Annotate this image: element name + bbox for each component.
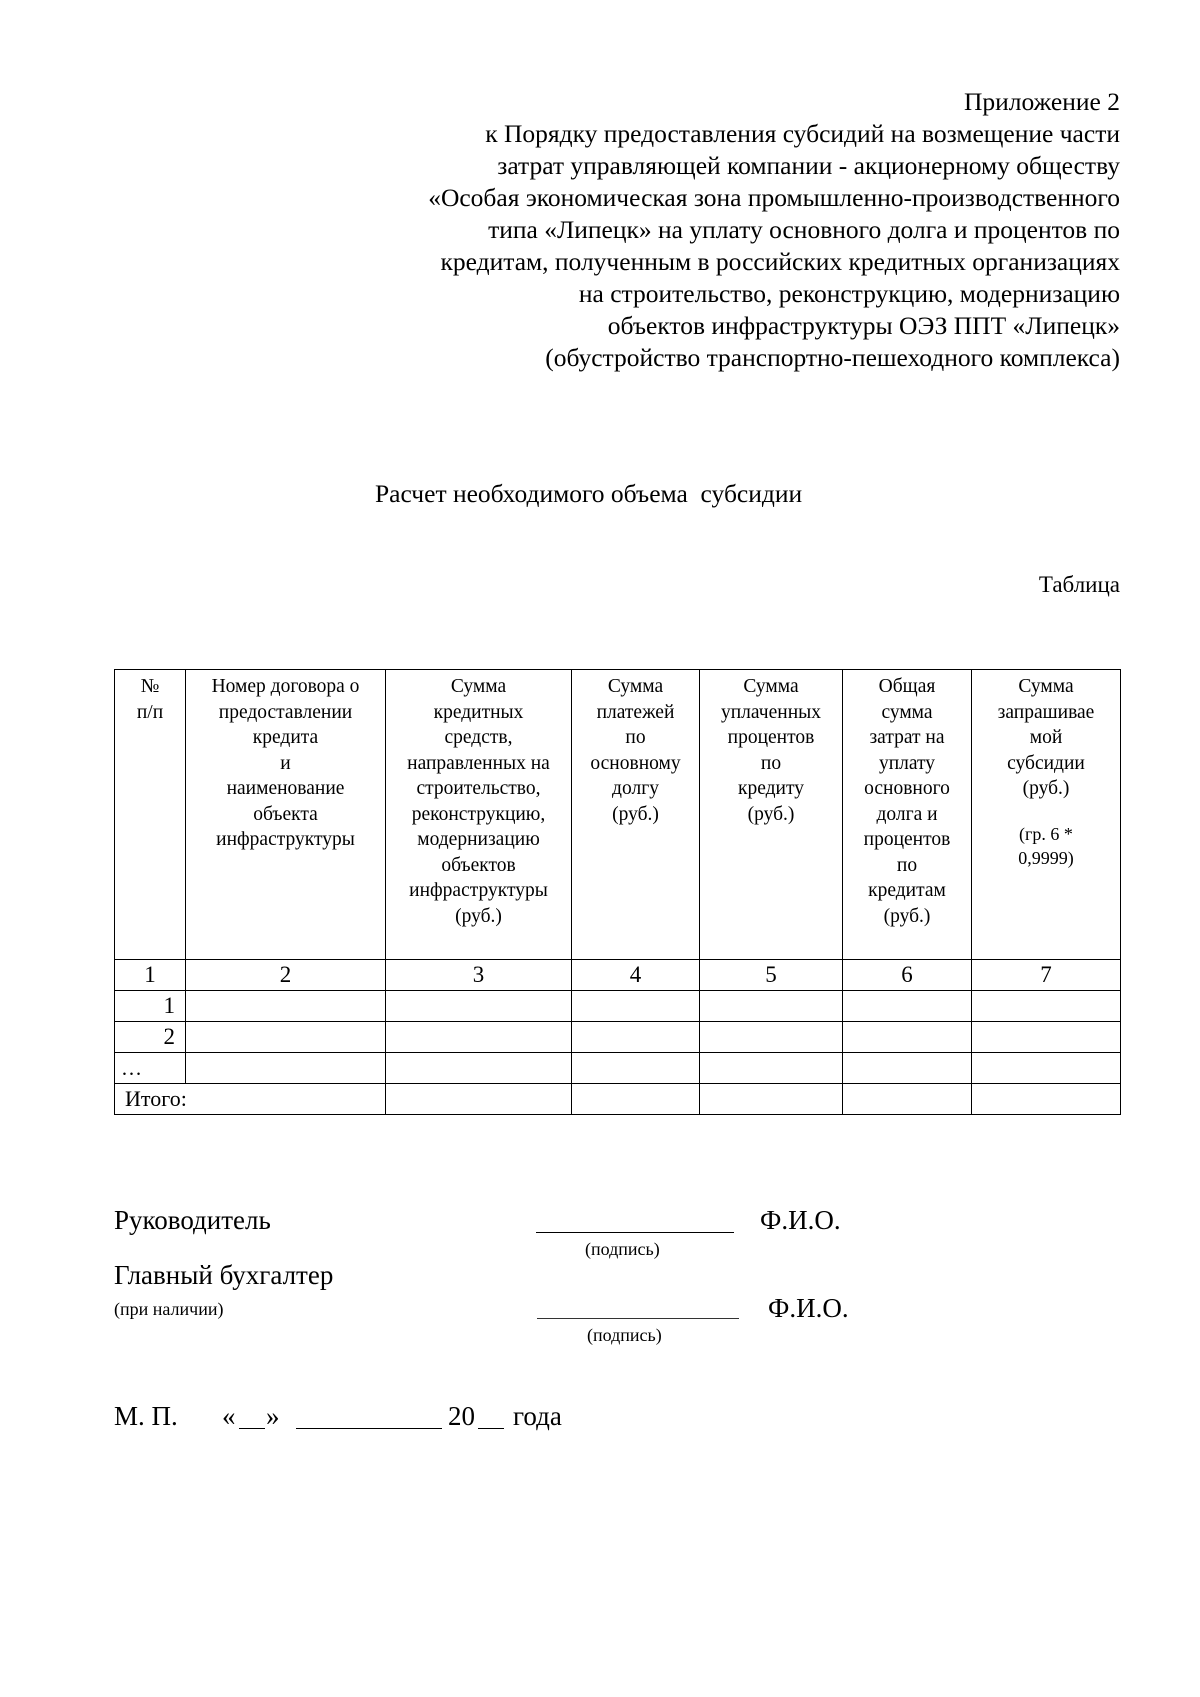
table-cell bbox=[972, 1053, 1121, 1084]
appendix-line: «Особая экономическая зона промышленно-производственного bbox=[428, 183, 1120, 212]
table-cell bbox=[700, 1053, 843, 1084]
header-text: Сумма кредитных средств, направленных на строительство, реконструкцию, модернизацию объектов инфраструктуры (руб.) bbox=[407, 676, 550, 927]
subsidy-calculation-table bbox=[114, 669, 1121, 1115]
column-number: 4 bbox=[572, 960, 700, 991]
appendix-line: к Порядку предоставления субсидий на возмещение части bbox=[485, 119, 1120, 148]
appendix-line: Приложение 2 bbox=[964, 87, 1120, 116]
table-cell bbox=[186, 991, 386, 1022]
table-cell bbox=[186, 1022, 386, 1053]
appendix-line: типа «Липецк» на уплату основного долга и процентов по bbox=[488, 215, 1120, 244]
table-cell bbox=[572, 1053, 700, 1084]
column-number: 2 bbox=[186, 960, 386, 991]
column-number: 7 bbox=[972, 960, 1121, 991]
table-cell bbox=[386, 1084, 572, 1115]
table-cell bbox=[972, 1022, 1121, 1053]
date-month-line bbox=[296, 1428, 442, 1429]
header-cell bbox=[843, 670, 972, 960]
table-cell bbox=[843, 1053, 972, 1084]
column-formula-note: (гр. 6 * 0,9999) bbox=[1018, 823, 1074, 868]
header-cell bbox=[115, 670, 186, 960]
table-cell bbox=[386, 991, 572, 1022]
table-cell bbox=[572, 1022, 700, 1053]
appendix-line: затрат управляющей компании - акционерному обществу bbox=[497, 151, 1120, 180]
column-number: 5 bbox=[700, 960, 843, 991]
accountant-label: Главный бухгалтер bbox=[114, 1260, 334, 1290]
date-year-line bbox=[478, 1428, 504, 1429]
date-day-line bbox=[239, 1428, 265, 1429]
column-number: 3 bbox=[386, 960, 572, 991]
table-cell bbox=[843, 1022, 972, 1053]
header-text: Сумма запрашивае мой субсидии (руб.) bbox=[997, 676, 1095, 799]
header-text: Сумма уплаченных процентов по кредиту (руб.) bbox=[721, 676, 821, 825]
table-cell bbox=[700, 1022, 843, 1053]
appendix-line: объектов инфраструктуры ОЭЗ ППТ «Липецк» bbox=[607, 311, 1120, 340]
year-prefix: 20 bbox=[448, 1401, 475, 1431]
head-fio: Ф.И.О. bbox=[760, 1205, 841, 1235]
seal-label: М. П. bbox=[114, 1401, 178, 1431]
column-number: 6 bbox=[843, 960, 972, 991]
appendix-line: (обустройство транспортно-пешеходного комплекса) bbox=[545, 343, 1120, 372]
header-cell bbox=[972, 670, 1121, 960]
header-text: № п/п bbox=[136, 676, 164, 723]
table-cell bbox=[186, 1053, 386, 1084]
accountant-note: (при наличии) bbox=[114, 1299, 224, 1319]
table-row bbox=[115, 1053, 1121, 1084]
table-cell bbox=[700, 1084, 843, 1115]
table-row bbox=[115, 991, 1121, 1022]
table-cell bbox=[972, 1084, 1121, 1115]
date-open-quote: « bbox=[222, 1401, 236, 1431]
header-text: Общая сумма затрат на уплату основного долга и процентов по кредитам (руб.) bbox=[863, 676, 951, 927]
year-suffix: года bbox=[513, 1401, 562, 1431]
head-signature-caption: (подпись) bbox=[585, 1239, 660, 1259]
header-text: Сумма платежей по основному долгу (руб.) bbox=[590, 676, 681, 825]
column-number: 1 bbox=[115, 960, 186, 991]
accountant-fio: Ф.И.О. bbox=[768, 1293, 849, 1323]
table-row bbox=[115, 1022, 1121, 1053]
row-number: … bbox=[115, 1053, 186, 1084]
header-cell bbox=[572, 670, 700, 960]
header-cell bbox=[700, 670, 843, 960]
header-cell bbox=[386, 670, 572, 960]
head-signature-line bbox=[536, 1232, 734, 1233]
appendix-line: кредитам, полученным в российских кредитных организациях bbox=[440, 247, 1120, 276]
table-cell bbox=[572, 991, 700, 1022]
date-close-quote: » bbox=[266, 1401, 280, 1431]
table-cell bbox=[972, 991, 1121, 1022]
document-title: Расчет необходимого объема субсидии bbox=[375, 479, 803, 508]
table-header-row bbox=[115, 670, 1121, 960]
table-cell bbox=[572, 1084, 700, 1115]
table-caption: Таблица bbox=[1038, 572, 1120, 597]
row-number: 2 bbox=[115, 1022, 186, 1053]
appendix-line: на строительство, реконструкцию, модернизацию bbox=[578, 279, 1120, 308]
column-number-row bbox=[115, 960, 1121, 991]
row-number: 1 bbox=[115, 991, 186, 1022]
table-cell bbox=[386, 1022, 572, 1053]
total-label: Итого: bbox=[115, 1084, 386, 1115]
table-cell bbox=[386, 1053, 572, 1084]
header-text: Номер договора о предоставлении кредита и наименование объекта инфраструктуры bbox=[211, 676, 360, 850]
header-cell bbox=[186, 670, 386, 960]
table-cell bbox=[700, 991, 843, 1022]
accountant-signature-line bbox=[537, 1318, 739, 1319]
head-label: Руководитель bbox=[114, 1205, 271, 1235]
total-row bbox=[115, 1084, 1121, 1115]
accountant-signature-caption: (подпись) bbox=[587, 1325, 662, 1345]
appendix-header bbox=[300, 86, 1120, 374]
table-cell bbox=[843, 991, 972, 1022]
table-cell bbox=[843, 1084, 972, 1115]
